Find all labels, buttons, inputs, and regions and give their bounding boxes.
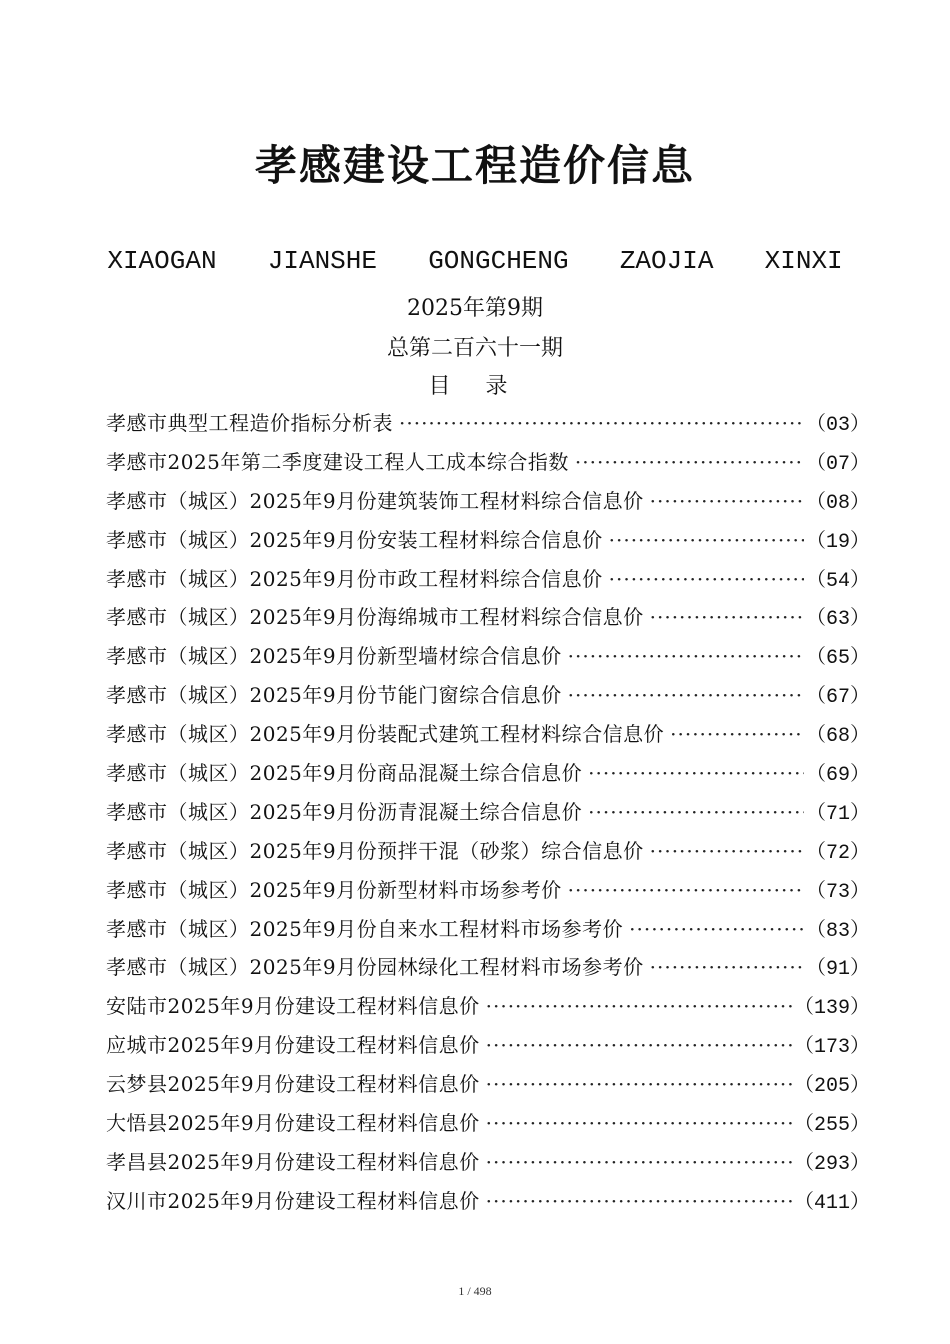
toc-entry[interactable]: [106, 560, 870, 599]
toc-entry[interactable]: [106, 948, 870, 987]
toc-leader-dots: [650, 832, 804, 871]
toc-leader-dots: [486, 987, 792, 1026]
toc-entry[interactable]: [106, 832, 870, 871]
toc-entry-label: 孝感市2025年第二季度建设工程人工成本综合指数: [106, 449, 569, 474]
toc-entry-page: （173）: [793, 1036, 870, 1060]
toc-entry-label: 孝感市（城区）2025年9月份建筑装饰工程材料综合信息价: [106, 488, 644, 513]
toc-entry-label: 孝感市（城区）2025年9月份自来水工程材料市场参考价: [106, 916, 624, 941]
toc-entry-label: 孝感市（城区）2025年9月份园林绿化工程材料市场参考价: [106, 955, 644, 980]
toc-entry-label: 孝感市典型工程造价指标分析表: [106, 411, 393, 435]
toc-entry[interactable]: [106, 793, 870, 832]
toc-entry-label: 孝感市（城区）2025年9月份节能门窗综合信息价: [106, 683, 562, 708]
toc-leader-dots: [568, 871, 804, 910]
toc-leader-dots: [650, 948, 804, 987]
toc-entry-page: （73）: [805, 880, 870, 904]
toc-entry[interactable]: [106, 443, 870, 482]
toc-entry[interactable]: [106, 1104, 870, 1143]
toc-entry[interactable]: [106, 1143, 870, 1182]
toc-entry-label: 应城市2025年9月份建设工程材料信息价: [106, 1033, 480, 1058]
toc-entry-page: （69）: [805, 764, 870, 788]
toc-entry-label: 孝感市（城区）2025年9月份预拌干混（砂浆）综合信息价: [106, 838, 644, 863]
toc-entry[interactable]: [106, 1026, 870, 1065]
toc-leader-dots: [486, 1065, 792, 1104]
total-issue-number: 总第二百六十一期: [386, 336, 563, 361]
toc-entry-page: （255）: [793, 1114, 870, 1138]
toc-entry[interactable]: [106, 754, 870, 793]
toc-leader-dots: [650, 598, 804, 637]
toc-entry[interactable]: [106, 1065, 870, 1104]
toc-leader-dots: [568, 637, 804, 676]
toc-entry-label: 孝感市（城区）2025年9月份安装工程材料综合信息价: [106, 527, 603, 552]
toc-entry-page: （63）: [805, 608, 870, 632]
toc-entry[interactable]: [106, 910, 870, 949]
toc-entry-page: （293）: [793, 1152, 870, 1176]
toc-entry-page: （71）: [805, 802, 870, 826]
toc-entry-page: （67）: [805, 686, 870, 710]
toc-entry-label: 孝感市（城区）2025年9月份装配式建筑工程材料综合信息价: [106, 722, 665, 747]
toc-leader-dots: [650, 482, 804, 521]
toc-entry[interactable]: [106, 598, 870, 637]
toc-entry-page: （03）: [805, 414, 870, 437]
page-title: 孝感建设工程造价信息: [254, 141, 695, 190]
toc-entry-label: 孝昌县2025年9月份建设工程材料信息价: [106, 1149, 480, 1174]
toc-entry-label: 汉川市2025年9月份建设工程材料信息价: [106, 1188, 480, 1213]
toc-leader-dots: [486, 1143, 792, 1182]
toc-entry-page: （411）: [793, 1191, 870, 1215]
toc-leader-dots: [486, 1026, 792, 1065]
toc-entry-page: （54）: [805, 569, 870, 593]
toc-entry[interactable]: [106, 521, 870, 560]
toc-entry-page: （91）: [805, 958, 870, 982]
toc-entry-label: 孝感市（城区）2025年9月份沥青混凝土综合信息价: [106, 799, 583, 824]
toc-entry[interactable]: [106, 871, 870, 910]
toc-leader-dots: [568, 676, 804, 715]
toc-entry-label: 云梦县2025年9月份建设工程材料信息价: [106, 1072, 480, 1097]
toc-entry-page: （83）: [805, 919, 870, 943]
page-indicator: 1 / 498: [458, 1284, 492, 1298]
toc-entry-label: 孝感市（城区）2025年9月份海绵城市工程材料综合信息价: [106, 605, 644, 630]
toc-entry-label: 孝感市（城区）2025年9月份新型墙材综合信息价: [106, 644, 562, 669]
toc-entry-label: 大悟县2025年9月份建设工程材料信息价: [106, 1111, 480, 1136]
toc-entry-page: （19）: [805, 530, 870, 554]
toc-entry[interactable]: [106, 404, 870, 443]
toc-entry[interactable]: [106, 987, 870, 1026]
toc-entry[interactable]: [106, 715, 870, 754]
toc-leader-dots: [588, 793, 804, 832]
toc-entry[interactable]: [106, 676, 870, 715]
toc-entry[interactable]: [106, 482, 870, 521]
toc-entry-page: （72）: [805, 841, 870, 865]
toc-leader-dots: [588, 754, 804, 793]
toc-entry[interactable]: [106, 1182, 870, 1221]
pinyin-title: XIAOGAN JIANSHE GONGCHENG ZAOJIA XINXI: [107, 246, 843, 276]
toc-entry-page: （205）: [793, 1075, 870, 1099]
toc-leader-dots: [629, 910, 804, 949]
toc-leader-dots: [486, 1182, 792, 1221]
toc-entry-label: 孝感市（城区）2025年9月份市政工程材料综合信息价: [106, 566, 603, 591]
toc-entry-label: 孝感市（城区）2025年9月份商品混凝土综合信息价: [106, 761, 583, 786]
toc-heading: 目 录: [428, 374, 522, 399]
toc-leader-dots: [575, 443, 804, 482]
toc-entry-page: （68）: [805, 725, 870, 749]
toc-entry-page: （08）: [805, 491, 870, 515]
toc-entry-label: 安陆市2025年9月份建设工程材料信息价: [106, 994, 480, 1019]
toc-leader-dots: [670, 715, 804, 754]
toc-entry[interactable]: [106, 637, 870, 676]
toc-leader-dots: [609, 560, 804, 599]
issue-number: 2025年第9期: [407, 296, 543, 321]
toc-leader-dots: [486, 1104, 792, 1143]
toc-leader-dots: [609, 521, 804, 560]
toc-entry-page: （65）: [805, 647, 870, 671]
table-of-contents: [106, 404, 870, 1221]
toc-entry-label: 孝感市（城区）2025年9月份新型材料市场参考价: [106, 877, 562, 902]
toc-entry-page: （139）: [793, 997, 870, 1021]
toc-entry-page: （07）: [805, 452, 870, 476]
toc-leader-dots: [399, 404, 804, 443]
